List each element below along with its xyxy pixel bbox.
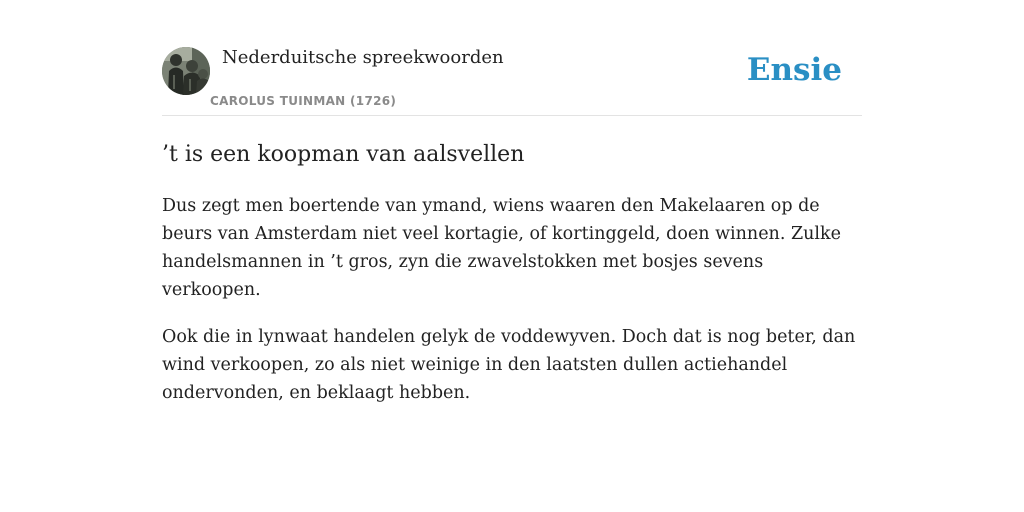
entry-body [162,192,862,426]
entry-title: ’t is een koopman van aalsvellen [162,142,525,167]
author-name[interactable]: CAROLUS TUINMAN (1726) [210,94,397,108]
header [162,46,862,116]
entry-paragraph: Ook die in lynwaat handelen gelyk de voddewyven. Doch dat is nog beter, dan wind verkoopen, zo als niet weinige in den laatsten dullen actiehandel ondervonden, en beklaagt hebben. [162,327,856,403]
ensie-logo[interactable]: Ensie [746,52,842,88]
entry-paragraph: Dus zegt men boertende van ymand, wiens waaren den Makelaaren op de beurs van Amsterdam niet veel kortagie, of kortinggeld, doen winnen. Zulke handelsmannen in ’t gros, zyn die zwavelstokken met bosjes sevens verkoopen. [162,196,841,300]
book-title[interactable]: Nederduitsche spreekwoorden [222,47,504,68]
author-portrait-icon [162,47,210,95]
